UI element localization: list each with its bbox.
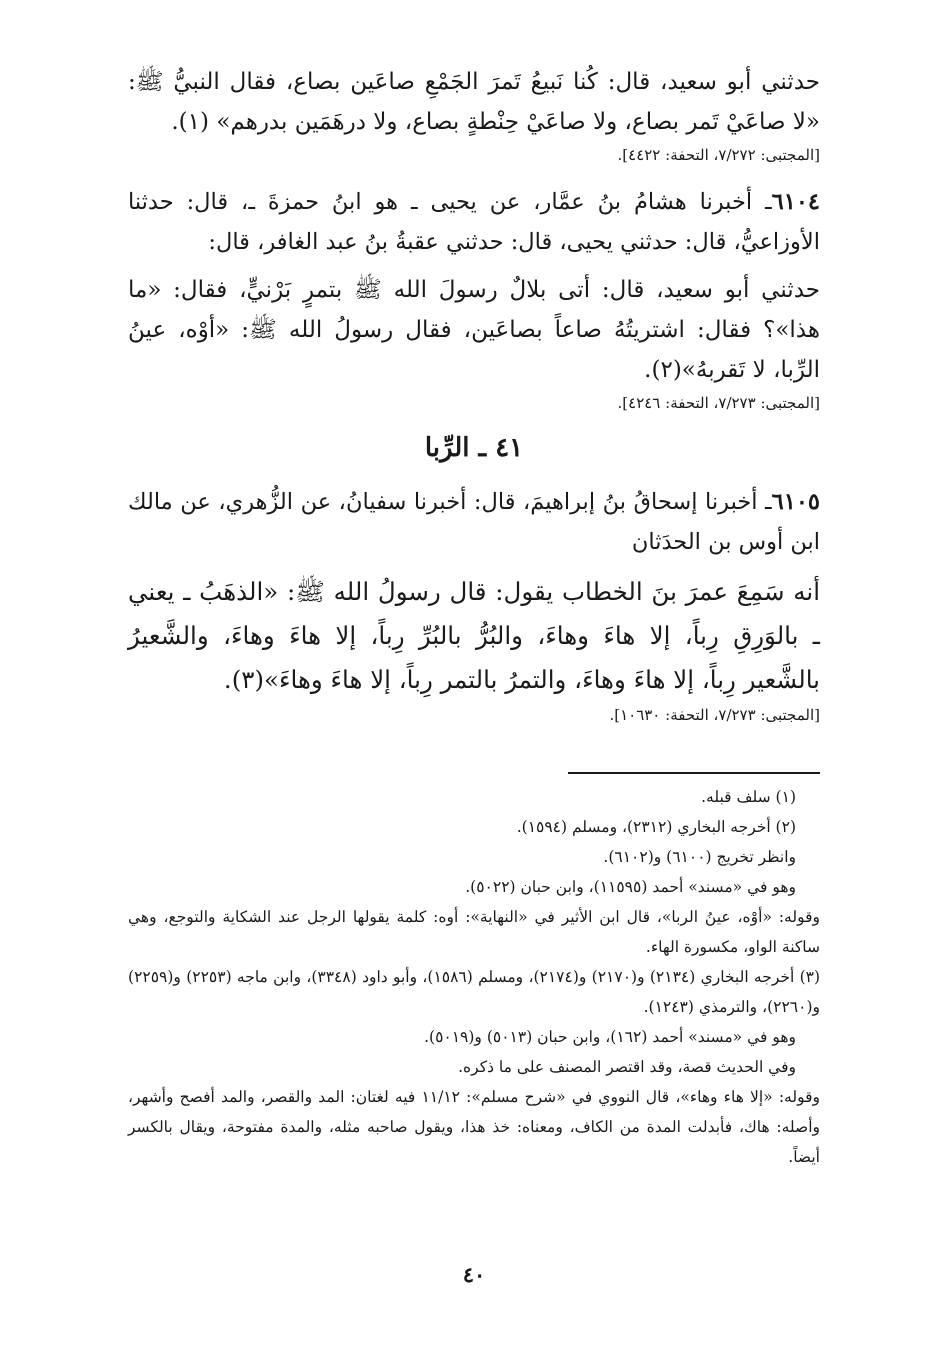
hadith-6104-isnad-text: ـ أخبرنا هشامُ بنُ عمَّار، عن يحيى ـ هو ابنُ حمزةَ ـ، قال: حدثنا الأوزاعيُّ، قال: حدثني يحيى، قال: حدثني عقبةُ بنُ عبد الغافر، قال: [128,189,820,255]
document-page [128,62,820,1352]
hadith-6104-number: ٦١٠٤ [771,189,820,215]
footnotes [128,782,820,1172]
chapter-title: ٤١ ـ الرِّبا [424,433,524,463]
footnote-3-line-4: وقوله: «إلا هاء وهاء»، قال النووي في «شرح مسلم»: ١١/١٢ فيه لغتان: المد والقصر، والمد أفصح وأشهر، وأصله: هاك، فأبدلت المدة من الكاف، ومعناه: خذ هذا، ويقول صاحبه مثله، والمدة مفتوحة، ويقال بالكسر أيضاً. [128,1088,820,1166]
footnote-2-line-1: (٢) أخرجه البخاري (٢٣١٢)، ومسلم (١٥٩٤). [516,818,796,836]
footnote-2-line-3: وهو في «مسند» أحمد (١١٥٩٥)، وابن حبان (٥٠٢٢). [465,878,796,896]
hadith-6105-text: أنه سَمِعَ عمرَ بنَ الخطاب يقول: قال رسولُ الله ﷺ: «الذهَبُ ـ يعني ـ بالوَرِقِ رِباً، إلا هاءَ وهاءَ، والبُرُّ بالبُرِّ رِباً، إلا هاءَ وهاءَ، والشَّعيرُ بالشَّعير رِباً، إلا هاءَ وهاءَ، والتمرُ بالتمر رِباً، إلا هاءَ وهاءَ»(٣). [128,577,820,694]
hadith-6104-text: حدثني أبو سعيد، قال: أتى بلالٌ رسولَ الله ﷺ بتمرٍ بَرْنيٍّ، فقال: «ما هذا»؟ فقال: اشتريتُهُ صاعاً بصاعَين، فقال رسولُ الله ﷺ: «أوْه، عينُ الرِّبا، لا تَقربهُ»(٢). [128,277,820,383]
hadith-6105-isnad-text: ـ أخبرنا إسحاقُ بنُ إبراهيمَ، قال: أخبرنا سفيانُ، عن الزُّهري، عن مالك ابن أوس بن الحدَثان [128,489,820,555]
footnote-2-line-4: وقوله: «أوْه، عينُ الربا»، قال ابن الأثير في «النهاية»: أوه: كلمة يقولها الرجل عند الشكاية والتوجع، وهي ساكنة الواو، مكسورة الهاء. [128,908,820,956]
hadith-6103-reference: [المجتبى: ٧/٢٧٢، التحفة: ٤٤٢٢]. [617,146,820,164]
page-number: ٤٠ [462,1262,486,1287]
footnote-3-line-1: (٣) أخرجه البخاري (٢١٣٤) و(٢١٧٠) و(٢١٧٤)، ومسلم (١٥٨٦)، وأبو داود (٣٣٤٨)، وابن ماجه (٢٢٥٣) و(٢٢٥٩) و(٢٢٦٠)، والترمذي (١٢٤٣). [128,968,821,1016]
footnote-3-line-2: وهو في «مسند» أحمد (١٦٢)، وابن حبان (٥٠١٣) و(٥٠١٩). [424,1028,796,1046]
footnote-separator [568,772,820,774]
footnote-2-line-2: وانظر تخريج (٦١٠٠) و(٦١٠٢). [603,848,796,866]
footnote-1: (١) سلف قبله. [701,788,796,806]
hadith-6105-isnad [128,482,820,562]
hadith-6105-reference: [المجتبى: ٧/٢٧٣، التحفة: ١٠٦٣٠]. [609,706,820,724]
hadith-6103-text: حدثني أبو سعيد، قال: كُنا نَبيعُ تَمرَ الجَمْعِ صاعَين بصاع، فقال النبيُّ ﷺ: «لا صاعَيْ تَمر بصاع، ولا صاعَيْ حِنْطةٍ بصاع، ولا درهَمَين بدرهم» (١). [128,69,820,135]
footnote-3-line-3: وفي الحديث قصة، وقد اقتصر المصنف على ما ذكره. [458,1058,796,1076]
hadith-6104-reference: [المجتبى: ٧/٢٧٣، التحفة: ٤٢٤٦]. [617,394,820,412]
hadith-6104-isnad [128,182,820,262]
hadith-6105-number: ٦١٠٥ [771,489,820,515]
